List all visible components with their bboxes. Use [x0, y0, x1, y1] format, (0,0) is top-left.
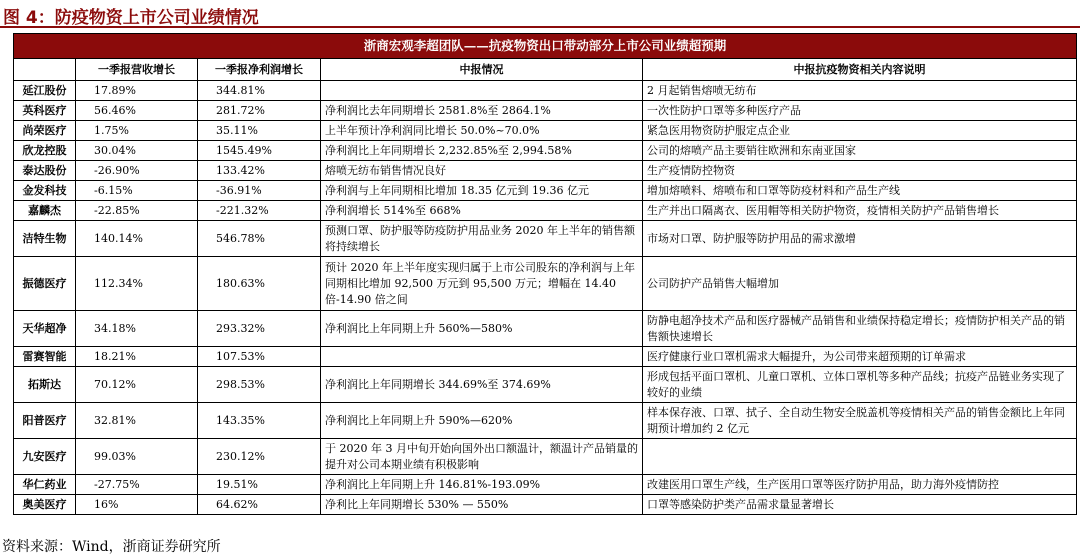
epidemic-note-cell: 公司的熔喷产品主要销往欧洲和东南亚国家 [643, 141, 1077, 161]
company-name-cell: 天华超净 [14, 311, 76, 347]
company-name-cell: 雷赛智能 [14, 347, 76, 367]
table-row [14, 257, 1077, 311]
q1-profit-growth-cell: 133.42% [198, 161, 321, 181]
company-name-cell: 欣龙控股 [14, 141, 76, 161]
epidemic-note-cell: 防静电超净技术产品和医疗器械产品销售和业绩保持稳定增长；疫情防护相关产品的销售额快速增长 [643, 311, 1077, 347]
epidemic-note-cell: 一次性防护口罩等多种医疗产品 [643, 101, 1077, 121]
interim-report-cell: 预测口罩、防护服等防疫防护用品业务 2020 年上半年的销售额将持续增长 [321, 221, 643, 257]
source-note: 资料来源：Wind，浙商证券研究所 [2, 539, 221, 555]
q1-profit-growth-cell: 281.72% [198, 101, 321, 121]
epidemic-note-cell [643, 439, 1077, 475]
q1-profit-growth-cell: 298.53% [198, 367, 321, 403]
q1-profit-growth-cell: 180.63% [198, 257, 321, 311]
data-table-container [13, 33, 1076, 515]
company-name-cell: 嘉麟杰 [14, 201, 76, 221]
epidemic-note-cell: 2 月起销售熔喷无纺布 [643, 81, 1077, 101]
interim-report-cell: 熔喷无纺布销售情况良好 [321, 161, 643, 181]
interim-report-cell: 净利润比上年同期上升 560%—580% [321, 311, 643, 347]
q1-profit-growth-cell: 293.32% [198, 311, 321, 347]
table-row [14, 347, 1077, 367]
q1-revenue-growth-cell: 140.14% [76, 221, 198, 257]
header-q1-profit-growth: 一季报净利润增长 [198, 59, 321, 81]
table-banner-row [14, 34, 1077, 59]
header-epidemic-notes: 中报抗疫物资相关内容说明 [643, 59, 1077, 81]
company-name-cell: 九安医疗 [14, 439, 76, 475]
q1-profit-growth-cell: 344.81% [198, 81, 321, 101]
interim-report-cell: 于 2020 年 3 月中旬开始向国外出口额温计，额温计产品销量的提升对公司本期业绩有积极影响 [321, 439, 643, 475]
epidemic-note-cell: 生产并出口隔离衣、医用帽等相关防护物资，疫情相关防护产品销售增长 [643, 201, 1077, 221]
q1-profit-growth-cell: 143.35% [198, 403, 321, 439]
company-name-cell: 洁特生物 [14, 221, 76, 257]
q1-revenue-growth-cell: 56.46% [76, 101, 198, 121]
interim-report-cell: 净利润增长 514%至 668% [321, 201, 643, 221]
interim-report-cell: 净利比上年同期增长 530% — 550% [321, 495, 643, 515]
q1-profit-growth-cell: 64.62% [198, 495, 321, 515]
q1-profit-growth-cell: -36.91% [198, 181, 321, 201]
performance-table [13, 33, 1077, 515]
q1-revenue-growth-cell: 34.18% [76, 311, 198, 347]
interim-report-cell: 净利润比上年同期上升 146.81%-193.09% [321, 475, 643, 495]
figure-title-bar [0, 0, 1080, 28]
q1-profit-growth-cell: 546.78% [198, 221, 321, 257]
table-row [14, 81, 1077, 101]
table-row [14, 121, 1077, 141]
q1-profit-growth-cell: 1545.49% [198, 141, 321, 161]
company-name-cell: 华仁药业 [14, 475, 76, 495]
header-company [14, 59, 76, 81]
table-row [14, 161, 1077, 181]
epidemic-note-cell: 公司防护产品销售大幅增加 [643, 257, 1077, 311]
table-row [14, 367, 1077, 403]
q1-profit-growth-cell: 230.12% [198, 439, 321, 475]
epidemic-note-cell: 口罩等感染防护类产品需求量显著增长 [643, 495, 1077, 515]
interim-report-cell: 上半年预计净利润同比增长 50.0%~70.0% [321, 121, 643, 141]
table-row [14, 403, 1077, 439]
interim-report-cell [321, 81, 643, 101]
header-q1-revenue-growth: 一季报营收增长 [76, 59, 198, 81]
company-name-cell: 阳普医疗 [14, 403, 76, 439]
interim-report-cell: 净利润比上年同期上升 590%—620% [321, 403, 643, 439]
table-header-row [14, 59, 1077, 81]
epidemic-note-cell: 医疗健康行业口罩机需求大幅提升，为公司带来超预期的订单需求 [643, 347, 1077, 367]
table-row [14, 101, 1077, 121]
epidemic-note-cell: 改建医用口罩生产线，生产医用口罩等医疗防护用品，助力海外疫情防控 [643, 475, 1077, 495]
table-row [14, 439, 1077, 475]
company-name-cell: 振德医疗 [14, 257, 76, 311]
table-row [14, 495, 1077, 515]
q1-revenue-growth-cell: 16% [76, 495, 198, 515]
company-name-cell: 英科医疗 [14, 101, 76, 121]
epidemic-note-cell: 市场对口罩、防护服等防护用品的需求激增 [643, 221, 1077, 257]
interim-report-cell: 净利润与上年同期相比增加 18.35 亿元到 19.36 亿元 [321, 181, 643, 201]
table-row [14, 201, 1077, 221]
epidemic-note-cell: 增加熔喷料、熔喷布和口罩等防疫材料和产品生产线 [643, 181, 1077, 201]
company-name-cell: 金发科技 [14, 181, 76, 201]
q1-revenue-growth-cell: -26.90% [76, 161, 198, 181]
q1-revenue-growth-cell: 99.03% [76, 439, 198, 475]
company-name-cell: 奥美医疗 [14, 495, 76, 515]
table-row [14, 141, 1077, 161]
q1-revenue-growth-cell: 70.12% [76, 367, 198, 403]
epidemic-note-cell: 样本保存液、口罩、拭子、全自动生物安全脱盖机等疫情相关产品的销售金额比上年同期预计增加约 2 亿元 [643, 403, 1077, 439]
table-row [14, 311, 1077, 347]
header-interim-report: 中报情况 [321, 59, 643, 81]
interim-report-cell [321, 347, 643, 367]
table-row [14, 221, 1077, 257]
epidemic-note-cell: 形成包括平面口罩机、儿童口罩机、立体口罩机等多种产品线；抗疫产品链业务实现了较好的业绩 [643, 367, 1077, 403]
interim-report-cell: 净利润比上年同期增长 2,232.85%至 2,994.58% [321, 141, 643, 161]
company-name-cell: 拓斯达 [14, 367, 76, 403]
q1-revenue-growth-cell: 112.34% [76, 257, 198, 311]
q1-profit-growth-cell: 19.51% [198, 475, 321, 495]
table-row [14, 181, 1077, 201]
interim-report-cell: 净利润比上年同期增长 344.69%至 374.69% [321, 367, 643, 403]
q1-revenue-growth-cell: 1.75% [76, 121, 198, 141]
q1-revenue-growth-cell: -27.75% [76, 475, 198, 495]
interim-report-cell: 净利润比去年同期增长 2581.8%至 2864.1% [321, 101, 643, 121]
q1-profit-growth-cell: 35.11% [198, 121, 321, 141]
table-banner: 浙商宏观李超团队——抗疫物资出口带动部分上市公司业绩超预期 [14, 34, 1077, 59]
table-body [14, 81, 1077, 515]
q1-profit-growth-cell: -221.32% [198, 201, 321, 221]
q1-revenue-growth-cell: 30.04% [76, 141, 198, 161]
epidemic-note-cell: 生产疫情防控物资 [643, 161, 1077, 181]
q1-revenue-growth-cell: 17.89% [76, 81, 198, 101]
q1-revenue-growth-cell: -6.15% [76, 181, 198, 201]
q1-revenue-growth-cell: 32.81% [76, 403, 198, 439]
table-row [14, 475, 1077, 495]
q1-profit-growth-cell: 107.53% [198, 347, 321, 367]
q1-revenue-growth-cell: 18.21% [76, 347, 198, 367]
company-name-cell: 延江股份 [14, 81, 76, 101]
interim-report-cell: 预计 2020 年上半年度实现归属于上市公司股东的净利润与上年同期相比增加 92,500 万元到 95,500 万元；增幅在 14.40 倍-14.90 倍之间 [321, 257, 643, 311]
company-name-cell: 尚荣医疗 [14, 121, 76, 141]
figure-title: 图 4：防疫物资上市公司业绩情况 [3, 8, 259, 28]
epidemic-note-cell: 紧急医用物资防护服定点企业 [643, 121, 1077, 141]
q1-revenue-growth-cell: -22.85% [76, 201, 198, 221]
company-name-cell: 泰达股份 [14, 161, 76, 181]
